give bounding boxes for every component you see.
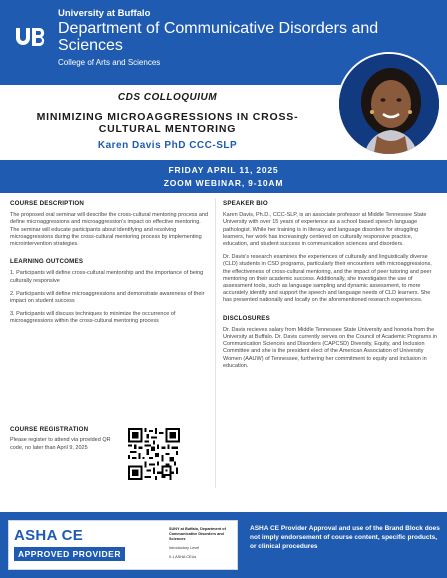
registration-qr-code-icon[interactable] [128,428,180,480]
event-date: FRIDAY APRIL 11, 2025 [168,165,279,175]
asha-level: Introductory Level [169,546,200,550]
series-label: CDS COLLOQUIUM [117,92,218,103]
talk-title: MINIMIZING MICROAGGRESSIONS IN CROSS-CULTURAL MENTORING [36,111,299,135]
course-description-text: The proposed oral seminar will describe the cross-cultural mentoring process and define microaggressions and microaggression's impact on effective mentoring. The seminar will educate participants about identifying and resolving microaggressions during the cross-cultural mentoring process by implementing microintervention strategies. [10,212,209,248]
title-block [0,85,335,160]
asha-logo-title: ASHA CE [14,527,84,544]
learning-outcomes-heading: LEARNING OUTCOMES [10,258,84,266]
speaker-photo [337,52,441,156]
college-name: College of Arts and Sciences [58,58,161,67]
asha-provider: SUNY at Buffalo, Department of Communicative Disorders and Sciences [169,527,226,541]
speaker-bio-paragraph: Dr. Davis's research examines the experiences of culturally and linguistically diverse (CLD) students in CSD programs, particularly their encounters with microaggressions, the effectiveness of cross-cultural mentoring, and the impact of peer tutoring and peer mentoring on their academic success. Additionally, she investigates the use of assessment tools, such as language sampling and dynamic assessment, to more accurately identify and support the speech and language needs of CLD learners. She has presented nationally and locally on the aforementioned research experiences. [223,254,432,304]
right-column [223,200,437,376]
asha-ceus: 0.1 ASHA CEUs [169,555,197,559]
asha-logo-subtitle: APPROVED PROVIDER [14,547,125,561]
left-column [10,200,210,332]
learning-outcome-item: 2. Participants will define microaggressions and demonstrate awareness of their impact on student success [10,290,205,305]
learning-outcome-item: 3. Participants will discuss techniques to minimize the occurrence of microaggressions within the cross-cultural mentoring process [10,311,176,325]
speaker-name: Karen Davis PhD CCC-SLP [97,140,238,151]
asha-logo [14,527,164,562]
asha-course-info [169,527,235,560]
date-band [0,160,447,193]
course-description-heading: COURSE DESCRIPTION [10,200,85,207]
asha-brand-block [8,520,238,570]
speaker-portrait-icon [339,54,441,156]
university-name: University at Buffalo [58,8,151,19]
speaker-bio-heading: SPEAKER BIO [223,200,268,207]
registration-heading: COURSE REGISTRATION [10,426,89,433]
speaker-bio-paragraph: Karen Davis, Ph.D., CCC-SLP, is an associate professor at Middle Tennessee State University with over 15 years of experience as a school based speech language pathologist. While her training is in literacy and language disorders for struggling learners, her work has increasingly centered on culturally responsive practice, education, and student success in communication sciences and disorders. [223,212,427,248]
event-format: ZOOM WEBINAR, 9-10AM [163,178,284,188]
learning-outcome-item: 1. Participants will define cross-cultural mentorship and the importance of being culturally responsive [10,270,204,284]
ub-logo-icon [14,26,50,48]
course-registration [10,426,125,452]
asha-disclaimer: ASHA CE Provider Approval and use of the Brand Block does not imply endorsement of course content, specific products, or clinical procedures [250,525,440,550]
column-divider [215,198,216,488]
disclosures-text: Dr. Davis recieves salary from Middle Tennessee State University and honoria from the University at Buffalo. Dr. Davis currently serves on the Council of Academic Programs in Communication Sciences and Disorders (CAPCSD) Diversity, Equity, and Inclusion Committee and she is the president elect of the American Association of University Women (AAUW) of Tennessee, furthering her commitment to equity and inclusion in education. [223,326,437,369]
department-name: Department of Communicative Disorders and Sciences [58,20,379,54]
registration-text: Please register to attend via provided QR code, no later than April 9, 2025 [10,437,111,451]
disclosures-heading: DISCLOSURES [223,314,270,322]
